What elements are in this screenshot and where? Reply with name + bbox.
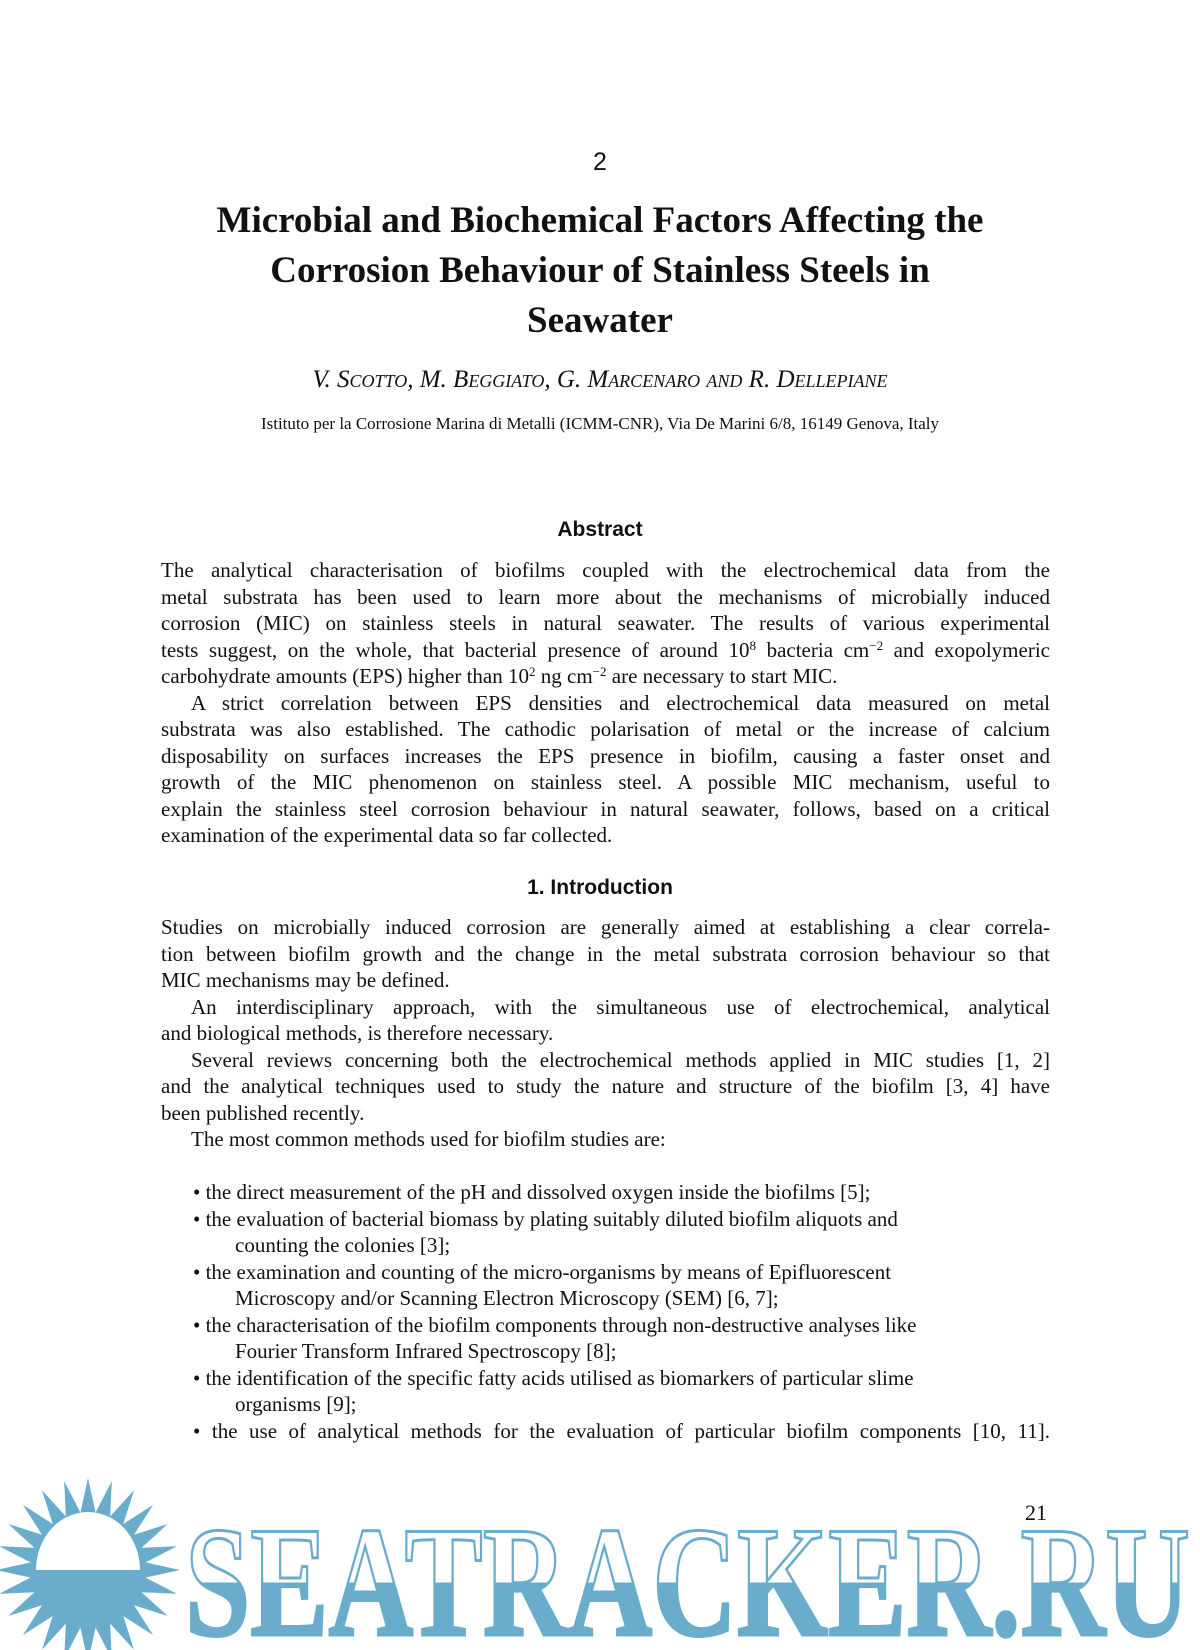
list-item: • the evaluation of bacterial biomass by plating suitably diluted biofilm aliquots and [193, 1206, 898, 1231]
text-line [161, 663, 1050, 690]
paper-title [0, 196, 1200, 346]
abstract-body [161, 557, 1050, 849]
text-line: substrata was also established. The cathodic polarisation of metal or the increase of calcium [161, 717, 1050, 741]
text-span: bacteria cm [756, 637, 870, 662]
sun-icon [0, 1478, 180, 1650]
superscript: 8 [749, 637, 756, 653]
text-line: Several reviews concerning both the electrochemical methods applied in MIC studies [1, 2] [191, 1047, 1050, 1072]
list-item: • the identification of the specific fatty acids utilised as biomarkers of particular slime [193, 1365, 914, 1390]
list-item: • the examination and counting of the micro-organisms by means of Epifluorescent [193, 1259, 892, 1284]
superscript: 2 [529, 664, 536, 679]
text-line: tion between biofilm growth and the change in the metal substrata corrosion behaviour so that [161, 941, 1050, 966]
text-line: corrosion (MIC) on stainless steels in natural seawater. The results of various experimental [161, 611, 1050, 635]
text-line: Fourier Transform Infrared Spectroscopy [8]; [235, 1339, 617, 1363]
text-line: growth of the MIC phenomenon on stainless steel. A possible MIC mechanism, useful to [161, 770, 1050, 794]
text-line: Studies on microbially induced corrosion are generally aimed at establishing a clear correla- [161, 915, 1050, 939]
text-line: counting the colonies [3]; [235, 1233, 451, 1257]
list-item: • the use of analytical methods for the evaluation of particular biofilm components [10, 11]. [193, 1418, 1050, 1443]
list-item: • the characterisation of the biofilm components through non-destructive analyses like [193, 1312, 917, 1337]
text-span: and exopolymeric [883, 637, 1050, 662]
text-line: and the analytical techniques used to study the nature and structure of the biofilm [3, 4] have [161, 1074, 1050, 1098]
chapter-number: 2 [593, 148, 607, 176]
introduction-body [161, 914, 1050, 1153]
title-line: Seawater [527, 300, 673, 341]
text-line: disposability on surfaces increases the EPS presence in biofilm, causing a faster onset and [161, 743, 1050, 768]
text-line [161, 637, 1050, 664]
text-line: explain the stainless steel corrosion behaviour in natural seawater, follows, based on a critical [161, 796, 1050, 821]
page-number: 21 [1025, 1500, 1047, 1525]
abstract-heading: Abstract [557, 518, 643, 541]
affiliation: Istituto per la Corrosione Marina di Metalli (ICMM-CNR), Via De Marini 6/8, 16149 Genova, Italy [260, 414, 940, 433]
text-span: carbohydrate amounts (EPS) higher than 10 [161, 664, 529, 688]
sun-disc [36, 1512, 140, 1570]
text-line: been published recently. [161, 1100, 365, 1125]
authors-text: V. Scotto, M. Beggiato, G. Marcenaro and R. Dellepiane [312, 366, 888, 393]
text-line: The analytical characterisation of biofilms coupled with the electrochemical data from the [161, 558, 1050, 582]
text-line: The most common methods used for biofilm studies are: [191, 1127, 666, 1151]
list-item: • the direct measurement of the pH and dissolved oxygen inside the biofilms [5]; [193, 1180, 871, 1204]
title-line: Microbial and Biochemical Factors Affecting the [216, 200, 984, 241]
text-line: metal substrata has been used to learn more about the mechanisms of microbially induced [161, 584, 1050, 609]
text-span: tests suggest, on the whole, that bacterial presence of around 10 [161, 637, 750, 662]
authors [0, 366, 1200, 394]
superscript: −2 [592, 664, 607, 679]
text-line: An interdisciplinary approach, with the simultaneous use of electrochemical, analytical [191, 994, 1050, 1019]
text-span: ng cm [535, 664, 593, 688]
methods-list [161, 1179, 1050, 1444]
text-line: Microscopy and/or Scanning Electron Microscopy (SEM) [6, 7]; [235, 1286, 779, 1310]
text-line: MIC mechanisms may be defined. [161, 968, 450, 992]
text-span: are necessary to start MIC. [606, 664, 838, 688]
text-line: and biological methods, is therefore necessary. [161, 1021, 554, 1045]
watermark-text: SEATRACKER.RU [185, 1495, 1190, 1650]
text-line: A strict correlation between EPS densities and electrochemical data measured on metal [191, 690, 1050, 715]
title-line: Corrosion Behaviour of Stainless Steels in [270, 250, 930, 291]
text-line: organisms [9]; [235, 1392, 357, 1416]
text-line: examination of the experimental data so far collected. [161, 823, 613, 847]
superscript: −2 [869, 637, 884, 653]
introduction-heading: 1. Introduction [527, 876, 673, 899]
seatracker-watermark-logo [0, 1475, 1200, 1650]
